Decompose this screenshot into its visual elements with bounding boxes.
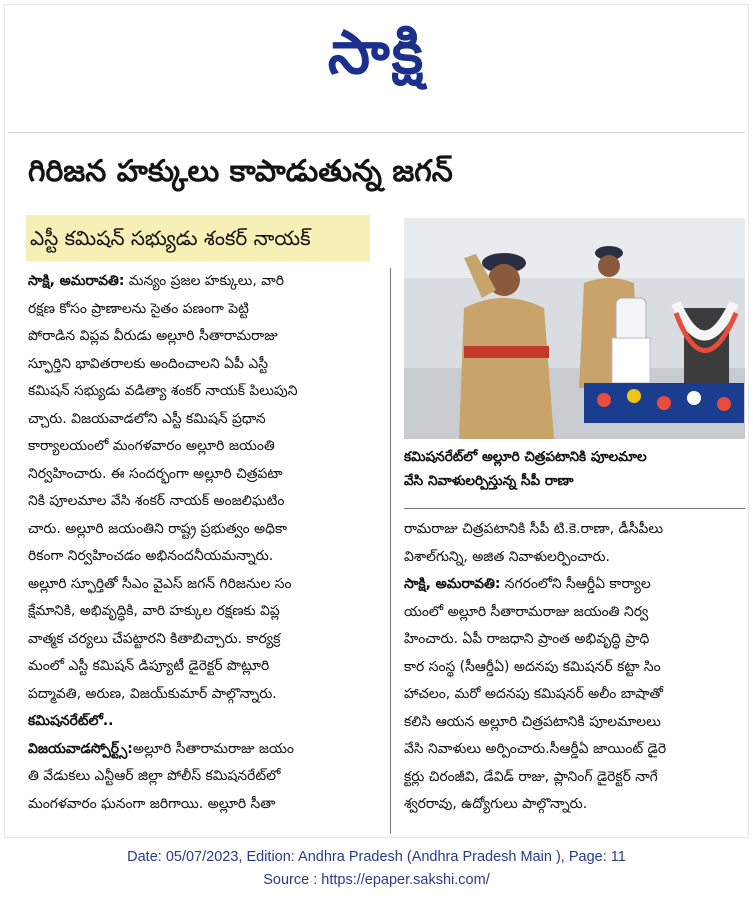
text-line: కార్యాలయంలో మంగళవారం అల్లూరి జయంతి: [28, 438, 275, 454]
article-right-column: [404, 516, 746, 819]
text-line: క్టర్లు చిరంజీవి, డేవిడ్‌ రాజు, ప్లానింగ్‌ డైరెక్టర్‌ నాగే: [404, 768, 658, 785]
text-line: కలిసి ఆయన అల్లూరి చిత్రపటానికి పూలమాలలు: [404, 713, 661, 730]
dateline: సాక్షి, అమరావతి:: [404, 576, 501, 592]
text-line: కార సంస్థ (సీఆర్డీఏ) అదనపు కమిషనర్‌ కట్టా సిం: [404, 658, 661, 675]
dateline: సాక్షి, అమరావతి:: [28, 273, 125, 289]
text-line: శ్వరరావు, ఉద్యోగులు పాల్గొన్నారు.: [404, 796, 588, 812]
text-line: వాత్మక చర్యలు చేపట్టారని కితాబిచ్చారు. కార్యక్ర: [28, 630, 281, 647]
article-left-column: [28, 268, 371, 818]
text-line: యంలో అల్లూరి సీతారామరాజు జయంతి నిర్వ: [404, 603, 649, 620]
text-run: నగరంలోని సీఆర్డీఏ కార్యాల: [500, 576, 651, 592]
headline: గిరిజన హక్కులు కాపాడుతున్న జగన్: [28, 154, 453, 189]
caption-divider: [404, 508, 745, 509]
text-line: క్షేమానికి, అభివృద్ధికి, వారి హక్కుల రక్షణకు విప్ల: [28, 603, 280, 619]
photo-caption: [404, 445, 742, 493]
photo-caption-line: కమిషనరేట్‌లో అల్లూరి చిత్రపటానికి పూలమాల: [404, 449, 647, 465]
subheadline: ఎస్టీ కమిషన్‌ సభ్యుడు శంకర్‌ నాయక్‌: [30, 226, 311, 250]
sakshi-logo: సాక్షి: [327, 18, 426, 88]
text-line: [28, 736, 371, 764]
text-line: మంగళవారం ఘనంగా జరిగాయి. అల్లూరి సీతా: [28, 795, 276, 812]
text-line: స్ఫూర్తిని భావితరాలకు అందించాలని ఏపీ ఎస్టీ: [28, 355, 268, 372]
text-line: చారు. అల్లూరి జయంతిని రాష్ట్ర ప్రభుత్వం అధికా: [28, 520, 288, 537]
text-line: రామరాజు చిత్రపటానికి సీపీ టి.కె.రాణా, డీసీపీలు: [404, 521, 664, 537]
dateline: విజయవాడస్పోర్ట్స్‌:: [28, 740, 133, 757]
text-line: పోరాడిన విప్లవ వీరుడు అల్లూరి సీతారామరాజు: [28, 328, 278, 344]
text-line: రక్షణ కోసం ప్రాణాలను సైతం పణంగా పెట్టి: [28, 300, 249, 317]
text-line: మంలో ఎస్టీ కమిషన్‌ డిప్యూటీ డైరెక్టర్‌ పొట్లూరి: [28, 658, 270, 674]
news-photo: [404, 218, 745, 439]
text-line: హించారు. ఏపీ రాజధాని ప్రాంత అభివృద్ధి ప్రాధి: [404, 631, 650, 647]
photo-caption-line: వేసి నివాళులర్పిస్తున్న సీపీ రాణా: [404, 473, 574, 489]
text-line: హాచలం, మరో అదనపు కమిషనర్‌ అలీం బాషాతో: [404, 686, 664, 702]
masthead-divider: [8, 132, 745, 133]
text-line: [28, 268, 371, 296]
column-divider: [390, 268, 391, 833]
text-line: తి వేడుకలు ఎన్టీఆర్‌ జిల్లా పోలీస్‌ కమిషనరేట్‌లో: [28, 768, 281, 784]
section-subhead: కమిషనరేట్‌లో..: [28, 713, 114, 729]
text-line: చ్చారు. విజయవాడలోని ఎస్టీ కమిషన్‌ ప్రధాన: [28, 410, 266, 427]
salute-photo-illustration: [404, 218, 745, 439]
text-line: రికంగా నిర్వహించడం అభినందనీయమన్నారు.: [28, 548, 274, 564]
text-line: కమిషన్‌ సభ్యుడు వడిత్యా శంకర్‌ నాయక్‌ పిలుపుని: [28, 383, 298, 399]
text-line: అల్లూరి స్ఫూర్తితో సీఎం వైఎస్‌ జగన్‌ గిరిజనుల సం: [28, 575, 292, 592]
text-run: మన్యం ప్రజల హక్కులు, వారి: [124, 273, 284, 289]
text-line: విశాల్‌గున్ని, అజిత నివాళులర్పించారు.: [404, 548, 610, 565]
text-run: అల్లూరి సీతారామరాజు జయం: [132, 740, 294, 757]
text-line: [404, 571, 746, 599]
text-line: నికి పూలమాల వేసి శంకర్‌ నాయక్‌ అంజలిఘటిం: [28, 493, 285, 509]
footer-date-line: Date: 05/07/2023, Edition: Andhra Pradesh (Andhra Pradesh Main ), Page: 11: [127, 849, 626, 865]
text-line: నిర్వహించారు. ఈ సందర్భంగా అల్లూరి చిత్రపటా: [28, 465, 283, 482]
text-line: పద్మావతి, అరుణ, విజయ్‌కుమార్‌ పాల్గొన్నారు.: [28, 685, 277, 702]
footer-source-link[interactable]: Source : https://epaper.sakshi.com/: [263, 872, 490, 888]
text-line: వేసి నివాళులు అర్పించారు.సీఆర్డీఏ జాయింట్‌ డైరె: [404, 741, 667, 757]
